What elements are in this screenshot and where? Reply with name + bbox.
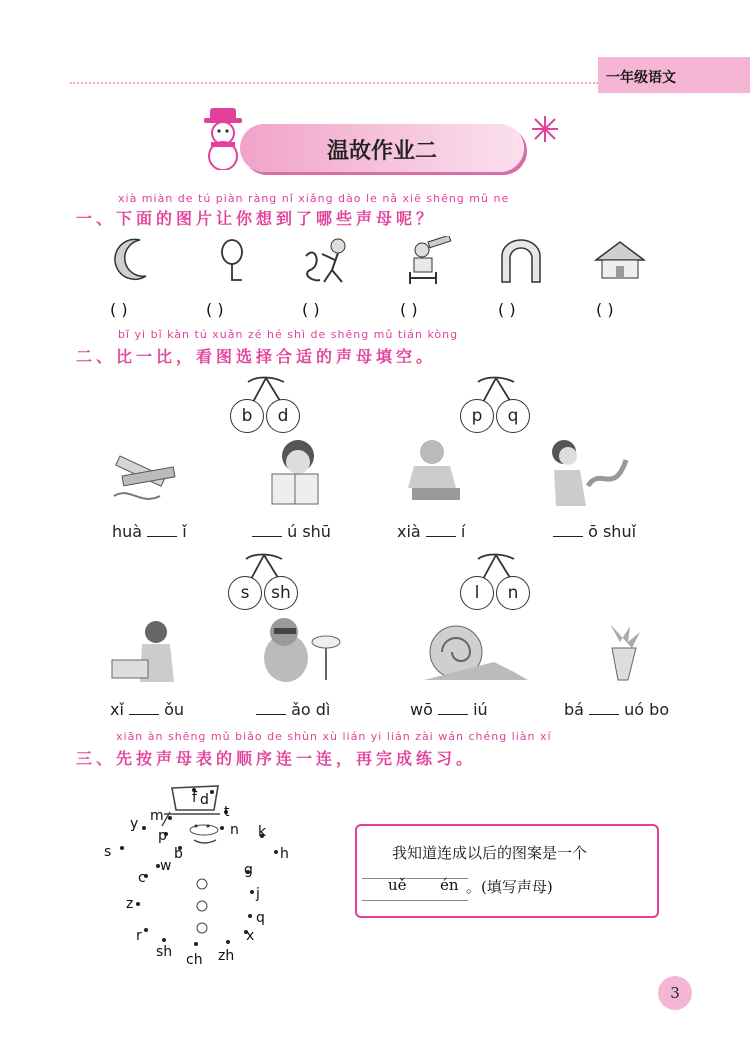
answer-input-1[interactable]: uě bbox=[388, 876, 407, 894]
q3-title: 三、先按声母表的顺序连一连，再完成练习。 bbox=[76, 749, 477, 768]
dot-label-k: k bbox=[258, 824, 267, 840]
blank[interactable] bbox=[147, 522, 177, 537]
blank[interactable] bbox=[589, 700, 619, 715]
q2-row2-item3[interactable]: wō iú bbox=[410, 700, 488, 719]
dot-label-j: j bbox=[256, 886, 260, 902]
header-dotted-rule bbox=[70, 82, 598, 84]
q2-row1-item4[interactable]: ō shuǐ bbox=[553, 522, 636, 541]
dot-label-p: p bbox=[158, 828, 167, 844]
q1-answer-5[interactable]: ( ) bbox=[498, 300, 516, 319]
dot-label-z: z bbox=[126, 896, 134, 912]
answer-line-bottom bbox=[362, 900, 468, 901]
q1-answer-1[interactable]: ( ) bbox=[110, 300, 128, 319]
cherry-3-left: s bbox=[228, 576, 262, 610]
dancing-child-icon bbox=[302, 236, 354, 286]
q2-row1-item3[interactable]: xià í bbox=[397, 522, 466, 541]
dot-label-h: h bbox=[280, 846, 289, 862]
cherry-3-right: sh bbox=[264, 576, 298, 610]
page-title: 温故作业二 bbox=[326, 139, 437, 164]
q1-answer-6[interactable]: ( ) bbox=[596, 300, 614, 319]
balloon-icon bbox=[218, 238, 248, 282]
q2-title: 二、比一比，看图选择合适的声母填空。 bbox=[76, 347, 437, 366]
blank[interactable] bbox=[129, 700, 159, 715]
dot-label-m: m bbox=[150, 808, 164, 824]
dot-label-s: s bbox=[104, 844, 112, 860]
answer-box-note: 。(填写声母) bbox=[466, 878, 553, 896]
q2-pinyin: bǐ yi bǐ kàn tú xuǎn zé hé shì de shēng mǔ tián kòng bbox=[118, 328, 459, 341]
dot-label-d: d bbox=[200, 792, 209, 808]
blank[interactable] bbox=[252, 522, 282, 537]
dot-label-sh: sh bbox=[156, 944, 173, 960]
blank[interactable] bbox=[553, 522, 583, 537]
q1-answer-4[interactable]: ( ) bbox=[400, 300, 418, 319]
grade-label: 一年级语文 bbox=[606, 70, 676, 86]
cherry-4-right: n bbox=[496, 576, 530, 610]
q2-row1-item1[interactable]: huà ǐ bbox=[112, 522, 187, 541]
blank[interactable] bbox=[438, 700, 468, 715]
dot-label-c: c bbox=[138, 870, 146, 886]
q2-row2-item2[interactable]: ǎo dì bbox=[256, 700, 330, 719]
dot-label-g: g bbox=[244, 862, 253, 878]
dot-label-ch: ch bbox=[186, 952, 203, 968]
snowman-dot-puzzle bbox=[100, 780, 300, 970]
blank[interactable] bbox=[256, 700, 286, 715]
answer-box-line1: 我知道连成以后的图案是一个 bbox=[392, 844, 588, 862]
girl-splashing-water-illustration bbox=[544, 436, 630, 508]
raccoon-sweeping-illustration bbox=[254, 614, 346, 686]
arch-door-icon bbox=[498, 238, 544, 284]
dot-label-x: x bbox=[246, 928, 255, 944]
radish-pulling-illustration bbox=[588, 616, 656, 686]
dot-label-w: w bbox=[160, 858, 172, 874]
page-number: 3 bbox=[658, 976, 692, 1010]
q2-row2-item4[interactable]: bá uó bo bbox=[564, 700, 670, 719]
child-telescope-icon bbox=[404, 236, 454, 286]
q3-pinyin: xiān àn shēng mǔ biǎo de shùn xù lián yi lián zài wán chéng liàn xí bbox=[116, 730, 552, 743]
q1-title: 一、下面的图片让你想到了哪些声母呢？ bbox=[76, 209, 437, 228]
dot-label-f: f bbox=[192, 790, 197, 806]
blank[interactable] bbox=[426, 522, 456, 537]
dot-label-r: r bbox=[136, 928, 142, 944]
boy-playing-chess-illustration bbox=[400, 436, 472, 508]
answer-box bbox=[355, 824, 659, 918]
dot-label-b: b bbox=[174, 846, 183, 862]
cherry-1-left: b bbox=[230, 399, 264, 433]
boy-reading-illustration bbox=[262, 434, 330, 510]
crayons-illustration bbox=[110, 436, 182, 508]
child-washing-hands-illustration bbox=[106, 616, 190, 686]
snowflake-icon bbox=[530, 114, 560, 144]
moon-icon bbox=[112, 236, 152, 282]
dot-label-y: y bbox=[130, 816, 139, 832]
cherry-2-left: p bbox=[460, 399, 494, 433]
house-icon bbox=[592, 238, 646, 282]
cherry-4-left: l bbox=[460, 576, 494, 610]
answer-input-2[interactable]: én bbox=[440, 876, 459, 894]
q1-pinyin: xià miàn de tú piàn ràng nǐ xiǎng dào le nǎ xiē shēng mǔ ne bbox=[118, 192, 510, 205]
dot-label-zh: zh bbox=[218, 948, 235, 964]
q1-answer-2[interactable]: ( ) bbox=[206, 300, 224, 319]
dot-label-t: t bbox=[224, 804, 230, 820]
dot-label-n: n bbox=[230, 822, 239, 838]
q2-row2-item1[interactable]: xǐ ǒu bbox=[110, 700, 185, 719]
cherry-2-right: q bbox=[496, 399, 530, 433]
dot-label-q: q bbox=[256, 910, 265, 926]
cherry-1-right: d bbox=[266, 399, 300, 433]
q1-answer-3[interactable]: ( ) bbox=[302, 300, 320, 319]
snail-illustration bbox=[404, 618, 534, 688]
q2-row1-item2[interactable]: ú shū bbox=[252, 522, 331, 541]
